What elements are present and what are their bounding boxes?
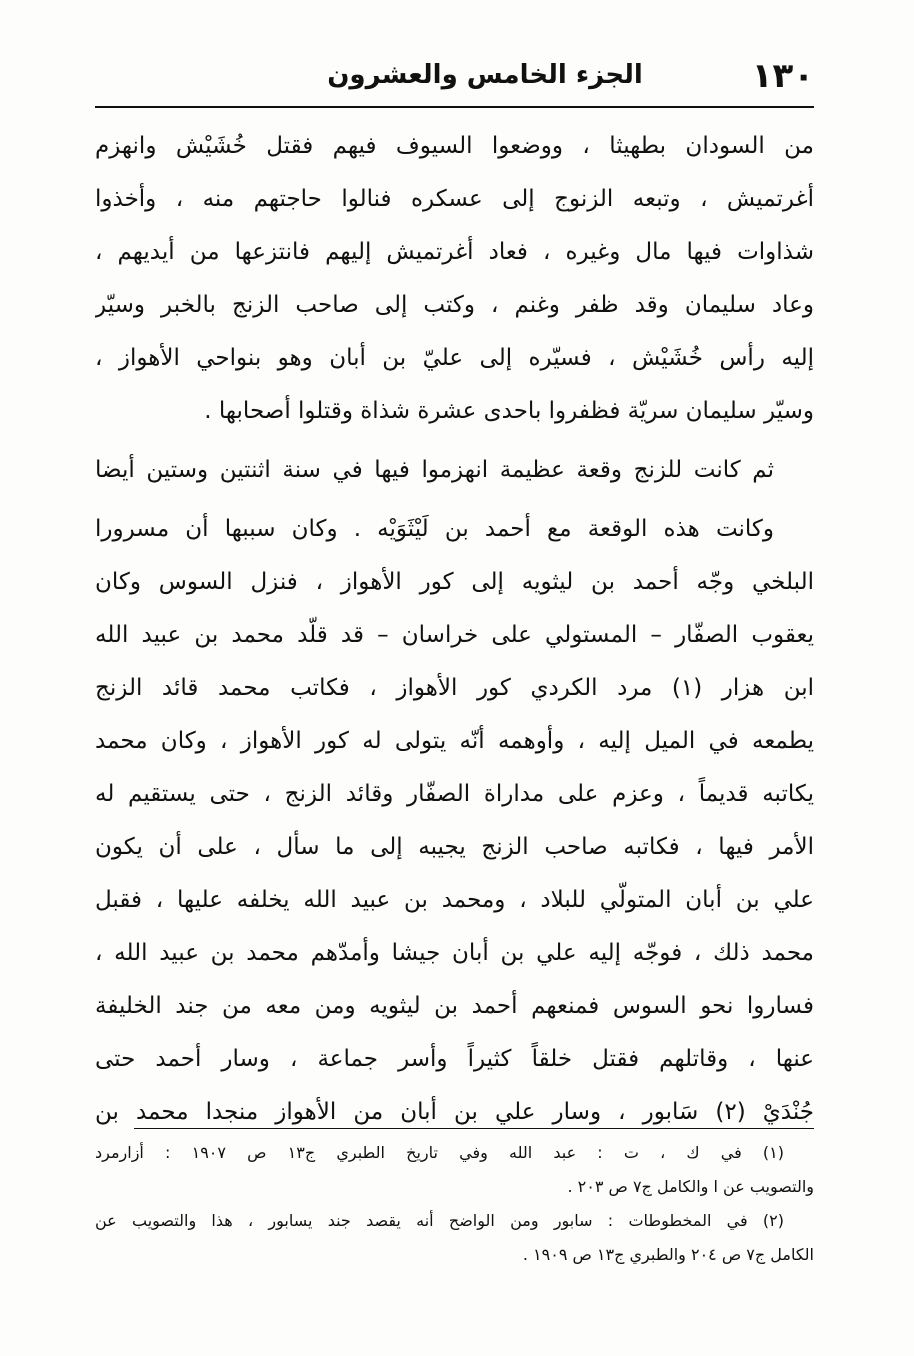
text-line: عنها ، وقاتلهم فقتل خلقاً كثيراً وأسر جماعة ، وسار أحمد حتى bbox=[95, 1046, 814, 1072]
text-line: يطمعه في الميل إليه ، وأوهمه أنّه يتولى له كور الأهواز ، وكان محمد bbox=[95, 728, 814, 754]
text-line: شذاوات فيها مال وغيره ، فعاد أغرتميش إليهم فانتزعها من أيديهم ، bbox=[95, 239, 814, 265]
text-line: يكاتبه قديماً ، وعزم على مداراة الصفّار وقائد الزنج ، حتى يستقيم له bbox=[95, 781, 814, 807]
footnote-line: (١) في ك ، ت : عبد الله وفي تاريخ الطبري ج١٣ ص ١٩٠٧ : أزارمرد bbox=[95, 1143, 785, 1162]
text-line: إليه رأس خُشَيْش ، فسيّره إلى عليّ بن أبان وهو بنواحي الأهواز ، bbox=[95, 345, 814, 371]
text-line: أغرتميش ، وتبعه الزنوج إلى عسكره فنالوا حاجتهم منه ، وأخذوا bbox=[95, 186, 814, 212]
text-line: جُنْدَيْ (٢) سَابور ، وسار علي بن أبان من الأهواز منجدا محمد بن bbox=[95, 1099, 814, 1125]
footnote-line: (٢) في المخطوطات : سابور ومن الواضح أنه يقصد جند يسابور ، هذا والتصويب عن bbox=[95, 1211, 784, 1230]
text-line: من السودان بطهيثا ، ووضعوا السيوف فيهم فقتل خُشَيْش وانهزم bbox=[95, 133, 814, 159]
footnotes bbox=[95, 1136, 814, 1272]
page-number: ١٣٠ bbox=[751, 56, 814, 96]
text-line: ثم كانت للزنج وقعة عظيمة انهزموا فيها في سنة اثنتين وستين أيضا bbox=[95, 457, 774, 483]
text-line: وكانت هذه الوقعة مع أحمد بن لَيْثَوَيْه . وكان سببها أن مسرورا bbox=[95, 516, 774, 542]
header-rule bbox=[95, 106, 814, 108]
text-line: وسيّر سليمان سريّة فظفروا باحدى عشرة شذاة وقتلوا أصحابها . bbox=[204, 398, 814, 424]
text-line: البلخي وجّه أحمد بن ليثويه إلى كور الأهواز ، فنزل السوس وكان bbox=[95, 569, 814, 595]
text-line: ابن هزار (١) مرد الكردي كور الأهواز ، فكاتب محمد قائد الزنج bbox=[95, 675, 814, 701]
text-line: علي بن أبان المتولّي للبلاد ، ومحمد بن عبيد الله يخلفه عليها ، فقبل bbox=[95, 887, 814, 913]
footnote-rule bbox=[134, 1128, 814, 1129]
text-line: فساروا نحو السوس فمنعهم أحمد بن ليثويه ومن معه من جند الخليفة bbox=[95, 993, 814, 1019]
text-line: وعاد سليمان وقد ظفر وغنم ، وكتب إلى صاحب الزنج بالخبر وسيّر bbox=[95, 292, 814, 318]
main-text bbox=[95, 120, 814, 1139]
running-title: الجزء الخامس والعشرون bbox=[327, 60, 643, 90]
text-line: محمد ذلك ، فوجّه إليه علي بن أبان جيشا وأمدّهم محمد بن عبيد الله ، bbox=[95, 940, 814, 966]
footnote-line: والتصويب عن ا والكامل ج٧ ص ٢٠٣ . bbox=[567, 1177, 814, 1196]
page-header bbox=[95, 52, 814, 102]
footnote-line: الكامل ج٧ ص ٢٠٤ والطبري ج١٣ ص ١٩٠٩ . bbox=[522, 1245, 814, 1264]
text-line: الأمر فيها ، فكاتبه صاحب الزنج يجيبه إلى ما سأل ، على أن يكون bbox=[95, 834, 814, 860]
text-line: يعقوب الصفّار – المستولي على خراسان – قد قلّد محمد بن عبيد الله bbox=[95, 622, 814, 648]
